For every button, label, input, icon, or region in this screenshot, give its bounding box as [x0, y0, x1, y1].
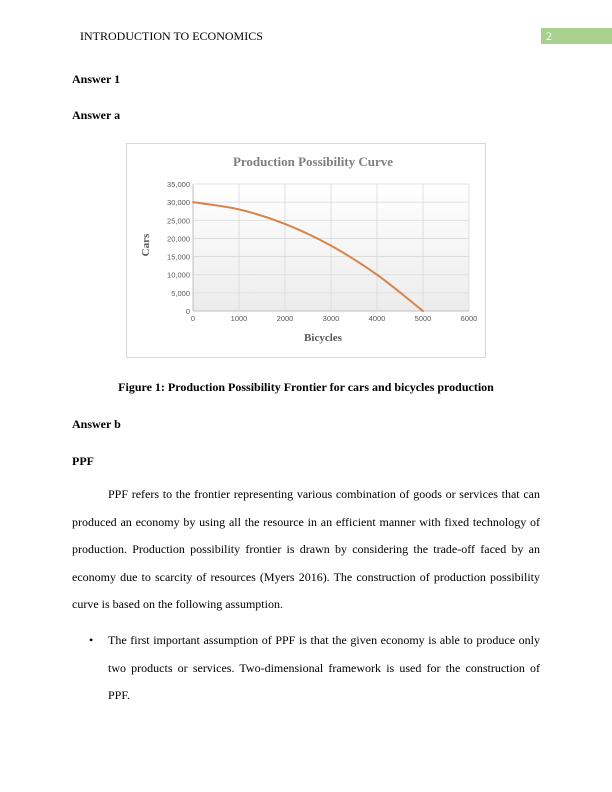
heading-answer-a: Answer a [72, 108, 121, 122]
y-tick-label: 0 [185, 307, 190, 316]
x-tick-label: 0 [190, 314, 196, 323]
x-tick-label: 1000 [230, 314, 248, 323]
x-tick-label: 2000 [276, 314, 294, 323]
y-tick-label: 15,000 [167, 252, 190, 262]
y-tick-label: 10,000 [167, 270, 190, 280]
x-axis-title: Bicycles [304, 332, 342, 344]
ppf-chart [126, 143, 486, 358]
x-tick-label: 4000 [368, 314, 386, 323]
x-tick-label: 5000 [414, 314, 432, 323]
page-number: 2 [541, 28, 612, 44]
chart-title: Production Possibility Curve [232, 154, 394, 169]
x-tick-label: 6000 [460, 314, 478, 323]
figure-caption: Figure 1: Production Possibility Frontier for cars and bicycles production [118, 380, 494, 394]
running-head: INTRODUCTION TO ECONOMICS [80, 29, 263, 43]
heading-ppf: PPF [72, 454, 94, 468]
x-tick-label: 3000 [322, 314, 340, 323]
ppf-chart-svg [127, 144, 485, 357]
bullet-text: The first important assumption of PPF is that the given economy is able to produce only two products or services. Two-dimensional framework is used for the construction of PPF. [108, 633, 540, 703]
y-tick-label: 35,000 [167, 180, 190, 189]
y-tick-label: 5,000 [171, 288, 190, 298]
page-header [0, 28, 612, 44]
body-paragraph: PPF refers to the frontier representing various combination of goods or services that can produced an economy by using all the resource in an efficient manner with fixed technology of production. Production possibility frontier is drawn by considering the trade-off faced by an economy due to scarcity of resources (Myers 2016). The construction of production possibility curve is based on the following assumption. [72, 487, 540, 612]
y-tick-label: 25,000 [167, 216, 190, 226]
y-tick-label: 20,000 [167, 234, 190, 244]
y-tick-label: 30,000 [167, 198, 190, 208]
y-axis-title: Cars [140, 233, 152, 257]
heading-answer-b: Answer b [72, 417, 121, 431]
heading-answer-1: Answer 1 [72, 72, 121, 86]
bullet-list-item [72, 627, 540, 710]
bullet-glyph: • [89, 633, 94, 647]
